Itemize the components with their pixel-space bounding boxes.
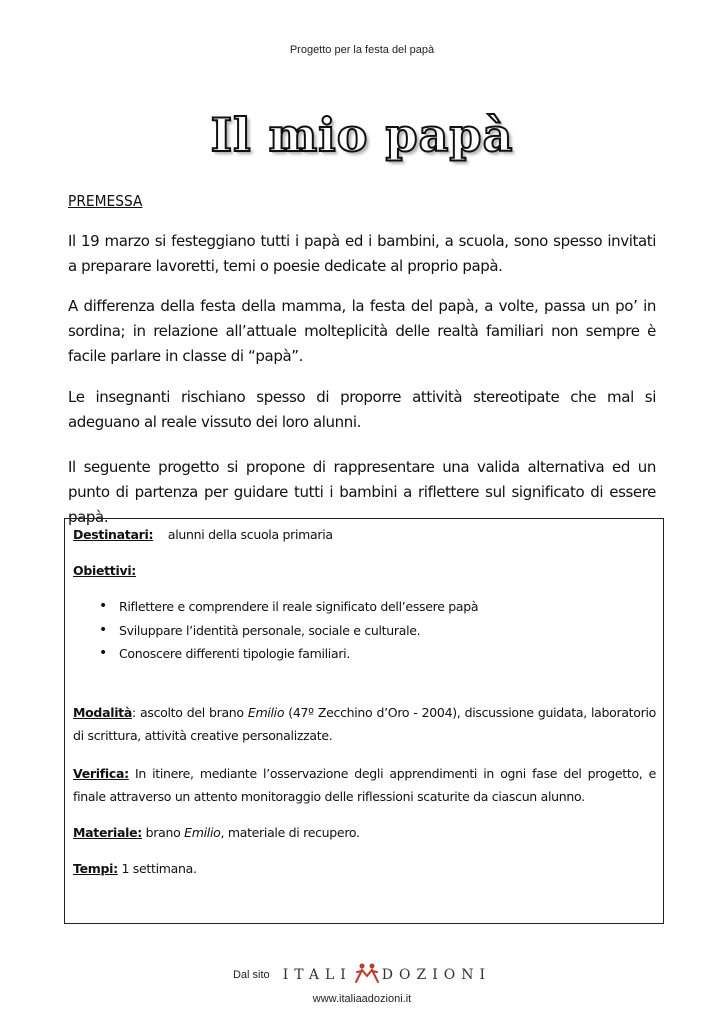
tempi-row: [73, 857, 656, 880]
project-details-box: [64, 518, 664, 924]
footer-brand[interactable]: [283, 967, 491, 983]
premessa-paragraph: A differenza della festa della mamma, la festa del papà, a volte, passa un po’ in sordina; in relazione all’attuale molteplicità delle realtà familiari non sempre è facile parlare in classe di “papà”.: [68, 297, 656, 365]
modalita-post: (47º Zecchino d’Oro - 2004), discussione guidata, laboratorio di scrittura, attività creative personalizzate.: [73, 705, 656, 743]
premessa-paragraph: Il 19 marzo si festeggiano tutti i papà ed i bambini, a scuola, sono spesso invitati a preparare lavoretti, temi o poesie dedicate al proprio papà.: [68, 232, 656, 275]
premessa-paragraph: Le insegnanti rischiano spesso di proporre attività stereotipate che mal si adeguano al reale vissuto dei loro alunni.: [68, 388, 656, 431]
materiale-row: [73, 821, 656, 844]
tempi-label: Tempi:: [73, 861, 118, 876]
destinatari-row: [73, 523, 656, 546]
materiale-post: , materiale di recupero.: [220, 825, 360, 840]
list-item: • Sviluppare l’identità personale, sociale e culturale.: [95, 619, 478, 643]
verifica-label: Verifica:: [73, 766, 129, 781]
tempi-value: 1 settimana.: [117, 861, 197, 876]
destinatari-spacer: [157, 527, 164, 542]
obiettivi-row: [73, 559, 656, 582]
list-item: • Conoscere differenti tipologie familiari.: [95, 642, 478, 666]
materiale-song-title: Emilio: [184, 825, 221, 840]
obiettivi-label: Obiettivi:: [73, 563, 137, 578]
modalita-song-title: Emilio: [247, 705, 285, 720]
materiale-label: Materiale:: [73, 825, 142, 840]
brand-right: DOZIONI: [381, 967, 491, 983]
premessa-heading: PREMESSA: [68, 192, 143, 210]
modalita-label: Modalità: [73, 705, 132, 720]
footer-source: [0, 962, 724, 988]
brand-left: ITALI: [282, 967, 352, 983]
modalita-row: [73, 701, 656, 747]
list-item: • Riflettere e comprendere il reale significato dell’essere papà: [95, 595, 478, 619]
two-children-figures-icon: [354, 962, 380, 988]
premessa-paragraph: Il seguente progetto si propone di rappresentare una valida alternativa ed un punto di partenza per guidare tutti i bambini a riflettere sul significato di essere papà.: [68, 458, 656, 526]
verifica-value: In itinere, mediante l’osservazione degli apprendimenti in ogni fase del progetto, e finale attraverso un attento monitoraggio delle riflessioni scaturite da ciascun alunno.: [73, 766, 656, 804]
destinatari-value: alunni della scuola primaria: [167, 527, 333, 542]
destinatari-label: Destinatari:: [73, 527, 154, 542]
footer-prefix: Dal sito: [232, 968, 270, 981]
page-title: Il mio papà: [210, 108, 514, 162]
verifica-row: [73, 762, 656, 808]
page-header: Progetto per la festa del papà: [289, 44, 435, 56]
materiale-pre: brano: [141, 825, 185, 840]
modalita-pre: : ascolto del brano: [132, 705, 248, 720]
footer-url[interactable]: www.italiaadozioni.it: [312, 993, 412, 1005]
obiettivi-list: [95, 595, 478, 666]
